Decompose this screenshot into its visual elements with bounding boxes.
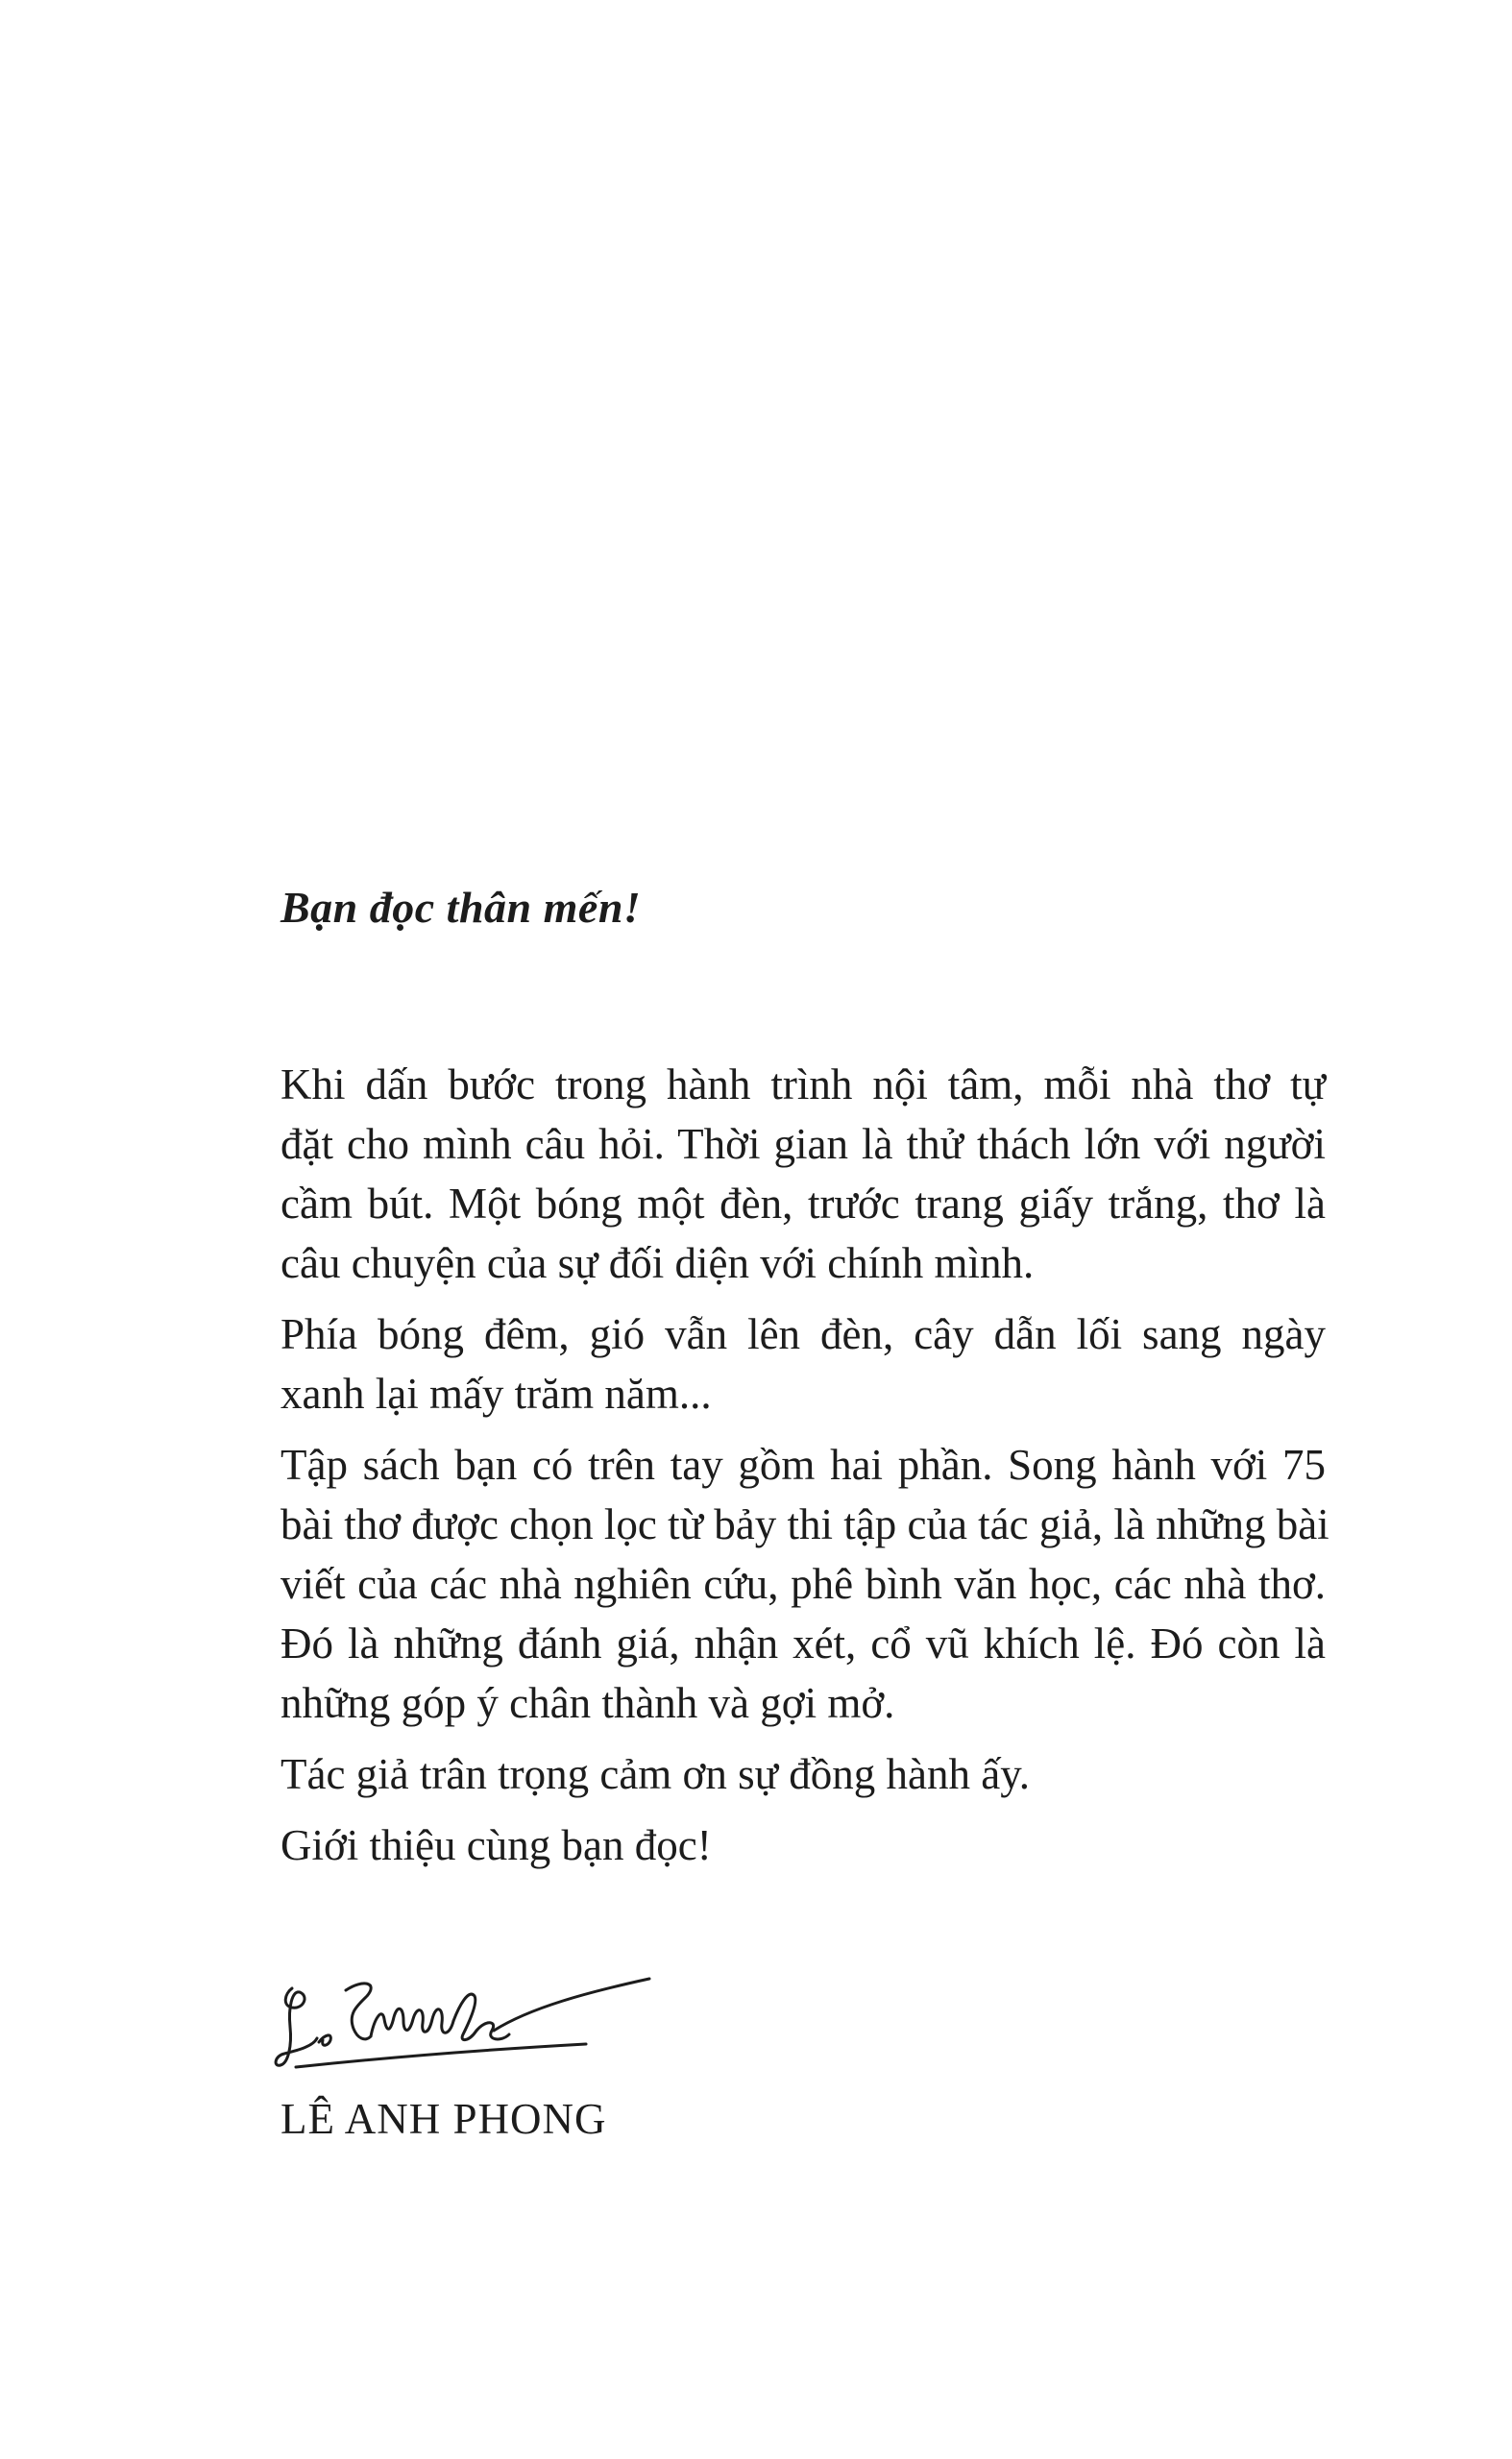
paragraph-4	[280, 1744, 1326, 1804]
paragraph-line: Đó là những đánh giá, nhận xét, cổ vũ khích lệ. Đó còn là	[280, 1619, 1326, 1668]
paragraph-5	[280, 1815, 1326, 1875]
paragraph-line: những góp ý chân thành và gợi mở.	[280, 1679, 895, 1727]
paragraph-line: Phía bóng đêm, gió vẫn lên đèn, cây dẫn lối sang ngày	[280, 1310, 1326, 1358]
paragraph-line: xanh lại mấy trăm năm...	[280, 1370, 712, 1418]
paragraph-line: câu chuyện của sự đối diện với chính mình.	[280, 1239, 1035, 1287]
paragraph-line: cầm bút. Một bóng một đèn, trước trang giấy trắng, thơ là	[280, 1180, 1326, 1228]
signature-icon	[271, 1950, 655, 2084]
author-name: LÊ ANH PHONG	[280, 2095, 607, 2143]
paragraph-1	[280, 1055, 1326, 1293]
paragraph-3	[280, 1435, 1329, 1733]
paragraph-line: Khi dấn bước trong hành trình nội tâm, mỗi nhà thơ tự	[280, 1060, 1326, 1108]
paragraph-line: viết của các nhà nghiên cứu, phê bình văn học, các nhà thơ.	[280, 1560, 1326, 1608]
greeting-heading: Bạn đọc thân mến!	[280, 883, 642, 932]
paragraph-line: đặt cho mình câu hỏi. Thời gian là thử thách lớn với người	[280, 1120, 1326, 1168]
paragraph-line: bài thơ được chọn lọc từ bảy thi tập của tác giả, là những bài	[280, 1500, 1329, 1548]
paragraph-2	[280, 1304, 1326, 1424]
paragraph-line: Giới thiệu cùng bạn đọc!	[280, 1821, 712, 1869]
paragraph-line: Tác giả trân trọng cảm ơn sự đồng hành ấy.	[280, 1750, 1031, 1798]
paragraph-line: Tập sách bạn có trên tay gồm hai phần. Song hành với 75	[280, 1441, 1326, 1489]
letter-body	[280, 1055, 1329, 1875]
